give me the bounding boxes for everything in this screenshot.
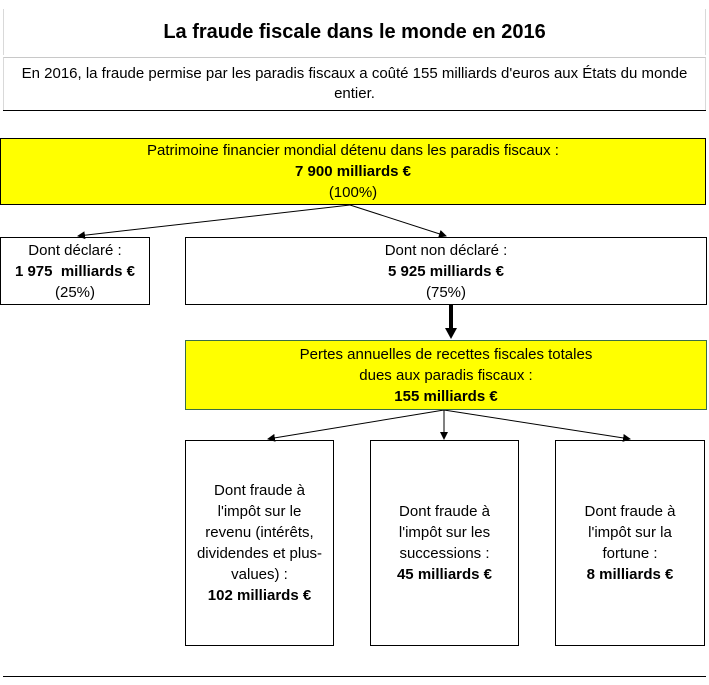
node-undeclared-percent: (75%)	[425, 283, 466, 301]
node-total-wealth	[0, 138, 706, 205]
node-undeclared-value: 5 925 milliards €	[388, 262, 504, 280]
node-total-wealth-percent: (100%)	[328, 184, 378, 201]
node-declared-label: Dont déclaré :	[28, 241, 122, 259]
node-declared	[0, 237, 150, 305]
node-tax-losses-line2: dues aux paradis fiscaux :	[359, 366, 533, 384]
arrow-to-undeclared	[350, 205, 446, 236]
node-wealth-tax-fraud	[555, 440, 705, 646]
node-undeclared-label: Dont non déclaré :	[384, 241, 508, 259]
node-income-tax-line: dividendes et plus-	[196, 545, 323, 562]
node-tax-losses-line1: Pertes annuelles de recettes fiscales totales	[299, 345, 593, 363]
node-tax-losses	[185, 340, 707, 410]
node-wealth-tax-line: Dont fraude à	[584, 503, 676, 520]
intro-text-content: En 2016, la fraude permise par les paradis fiscaux a coûté 155 milliards d'euros aux États du monde entier.	[21, 65, 688, 102]
node-declared-percent: (25%)	[54, 283, 95, 301]
node-tax-losses-value: 155 milliards €	[394, 387, 498, 405]
page-title: La fraude fiscale dans le monde en 2016	[3, 9, 706, 55]
node-inheritance-tax-line: Dont fraude à	[399, 503, 490, 520]
node-total-wealth-value: 7 900 milliards €	[295, 163, 411, 180]
node-inheritance-tax-line: l'impôt sur les	[398, 524, 491, 541]
node-income-tax-line: revenu (intérêts,	[205, 524, 314, 541]
node-inheritance-tax-line: successions :	[399, 545, 490, 562]
node-inheritance-tax-fraud	[370, 440, 519, 646]
node-declared-value: 1 975 milliards €	[14, 262, 136, 280]
arrow-to-losses-head	[445, 328, 457, 339]
node-wealth-tax-line: l'impôt sur la	[588, 524, 672, 541]
node-income-tax-fraud	[185, 440, 334, 646]
arrow-to-declared	[78, 205, 350, 236]
node-wealth-tax-line: fortune :	[602, 545, 658, 562]
node-inheritance-tax-value: 45 milliards €	[396, 566, 493, 583]
arrow-to-income	[268, 410, 444, 439]
arrow-to-wealth	[444, 410, 630, 439]
node-income-tax-line: Dont fraude à	[214, 482, 305, 499]
node-total-wealth-label: Patrimoine financier mondial détenu dans les paradis fiscaux :	[147, 142, 559, 159]
node-income-tax-line: values) :	[231, 566, 288, 583]
node-undeclared	[185, 237, 707, 305]
node-income-tax-value: 102 milliards €	[207, 587, 312, 604]
node-income-tax-line: l'impôt sur le	[217, 503, 302, 520]
node-wealth-tax-value: 8 milliards €	[586, 566, 674, 583]
